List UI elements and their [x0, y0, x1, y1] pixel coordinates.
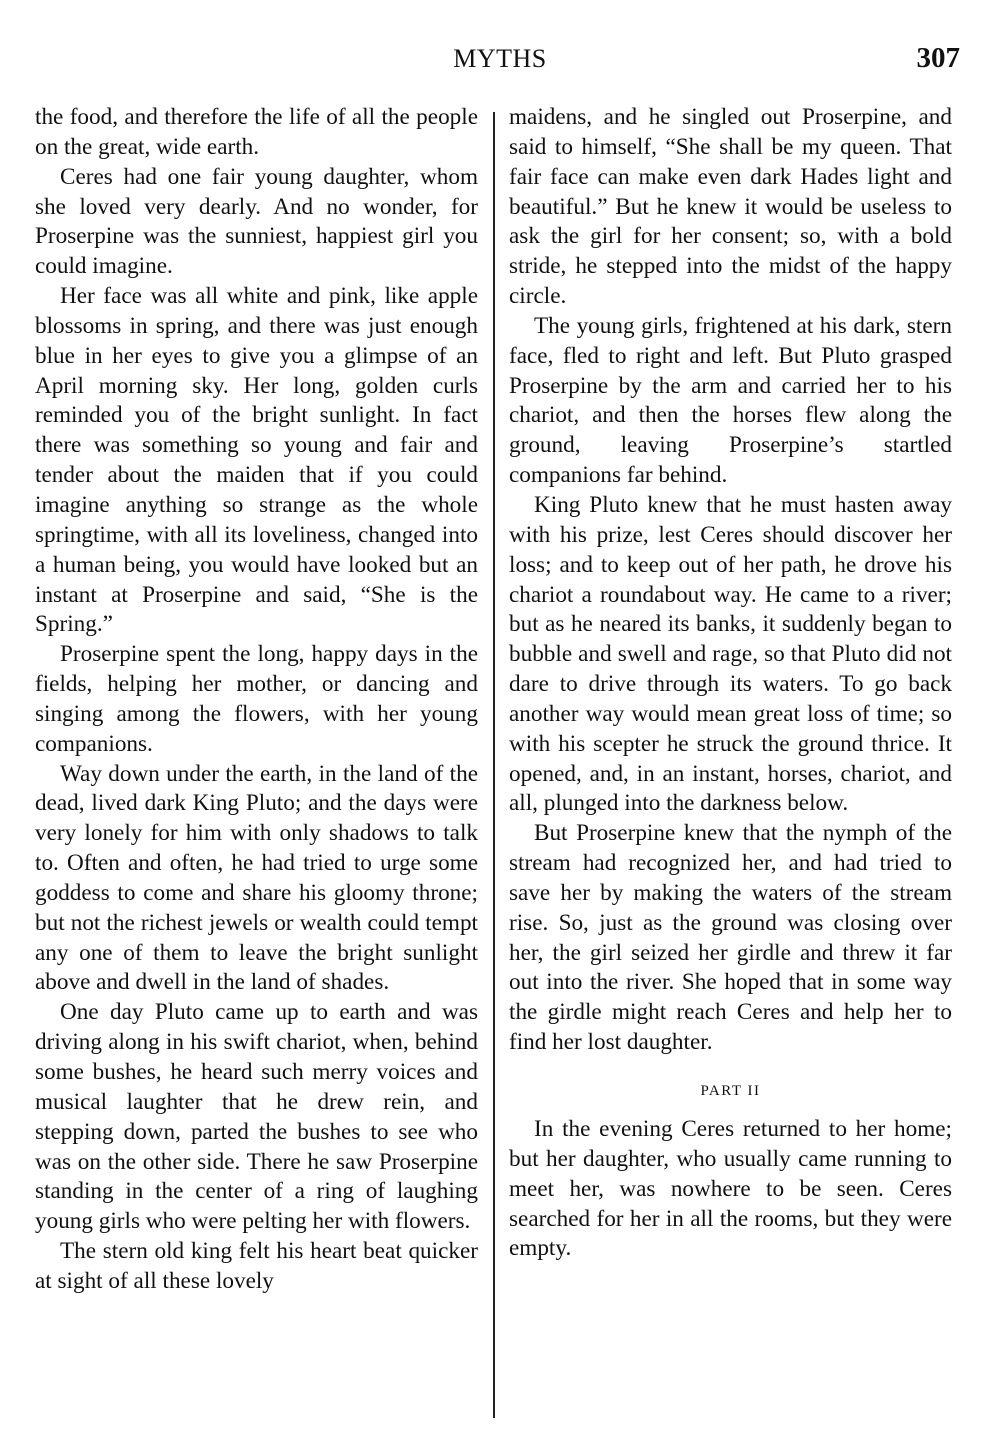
- paragraph-continued: the food, and therefore the life of all the people on the great, wide earth.: [35, 104, 478, 160]
- paragraph-king-pluto: Way down under the earth, in the land of the dead, lived dark King Pluto; and the days were very lonely for him with only shadows to talk to. Often and often, he had tried to urge some goddess to come and share his gloomy throne; but not the richest jewels or wealth could tempt any one of them to leave the bright sunlight above and dwell in the land of shades.: [35, 760, 478, 996]
- paragraph-happy-days: Proserpine spent the long, happy days in the fields, helping her mother, or dancing and singing among the flowers, with her young companions.: [35, 641, 478, 757]
- paragraph-stern-king: The stern old king felt his heart beat quicker at sight of all these lovely: [35, 1238, 478, 1294]
- paragraph-ceres-returned: In the evening Ceres returned to her home; but her daughter, who usually came running to meet her, was nowhere to be seen. Ceres searched for her in all the rooms, but they were empty.: [509, 1116, 952, 1262]
- paragraph-pluto-hasten: King Pluto knew that he must hasten away with his prize, lest Ceres should discover her loss; and to keep out of her path, he drove his chariot a roundabout way. He came to a river; but as he neared its banks, it suddenly began to bubble and swell and rage, so that Pluto did not dare to drive through its waters. To go back another way would mean great loss of time; so with his scepter he struck the ground thrice. It opened, and, in an instant, horses, chariot, and all, plunged into the darkness below.: [509, 491, 952, 817]
- running-header-title: MYTHS: [453, 44, 547, 73]
- paragraph-nymph: But Proserpine knew that the nymph of the stream had recognized her, and had tried to save her by making the waters of the stream rise. So, just as the ground was closing over her, the girl seized her girdle and threw it far out into the river. She hoped that in some way the girdle might reach Ceres and help her to find her lost daughter.: [509, 820, 952, 1056]
- page-number: 307: [916, 42, 960, 74]
- paragraph-proserpine-face: Her face was all white and pink, like apple blossoms in spring, and there was just enough blue in her eyes to give you a glimpse of an April morning sky. Her long, golden curls reminded you of the bright sunlight. In fact there was something so young and fair and tender about the maiden that if you could imagine anything so strange as the whole springtime, with all its loveliness, changed into a human being, you would have looked but an instant at Proserpine and said, “She is the Spring.”: [35, 283, 478, 638]
- left-column: [35, 103, 478, 1297]
- right-column: [509, 103, 952, 1264]
- section-heading: PART II: [700, 1083, 761, 1099]
- paragraph-continued: maidens, and he singled out Proserpine, and said to himself, “She shall be my queen. That fair face can make even dark Hades light and beautiful.” But he knew it would be useless to ask the girl for her consent; so, with a bold stride, he stepped into the midst of the happy circle.: [509, 104, 952, 310]
- paragraph-ceres-daughter: Ceres had one fair young daughter, whom she loved very dearly. And no wonder, for Proserpine was the sunniest, happiest girl you could imagine.: [35, 163, 478, 280]
- paragraph-pluto-earth: One day Pluto came up to earth and was driving along in his swift chariot, when, behind some bushes, he heard such merry voices and musical laughter that he drew rein, and stepping down, parted the bushes to see who was on the other side. There he saw Proserpine standing in the center of a ring of laughing young girls who were pelting her with flowers.: [35, 999, 478, 1235]
- column-divider: [493, 112, 495, 1418]
- paragraph-girls-fled: The young girls, frightened at his dark, stern face, fled to right and left. But Pluto grasped Proserpine by the arm and carried her to his chariot, and then the horses flew along the ground, leaving Proserpine’s startled companions far behind.: [509, 312, 952, 489]
